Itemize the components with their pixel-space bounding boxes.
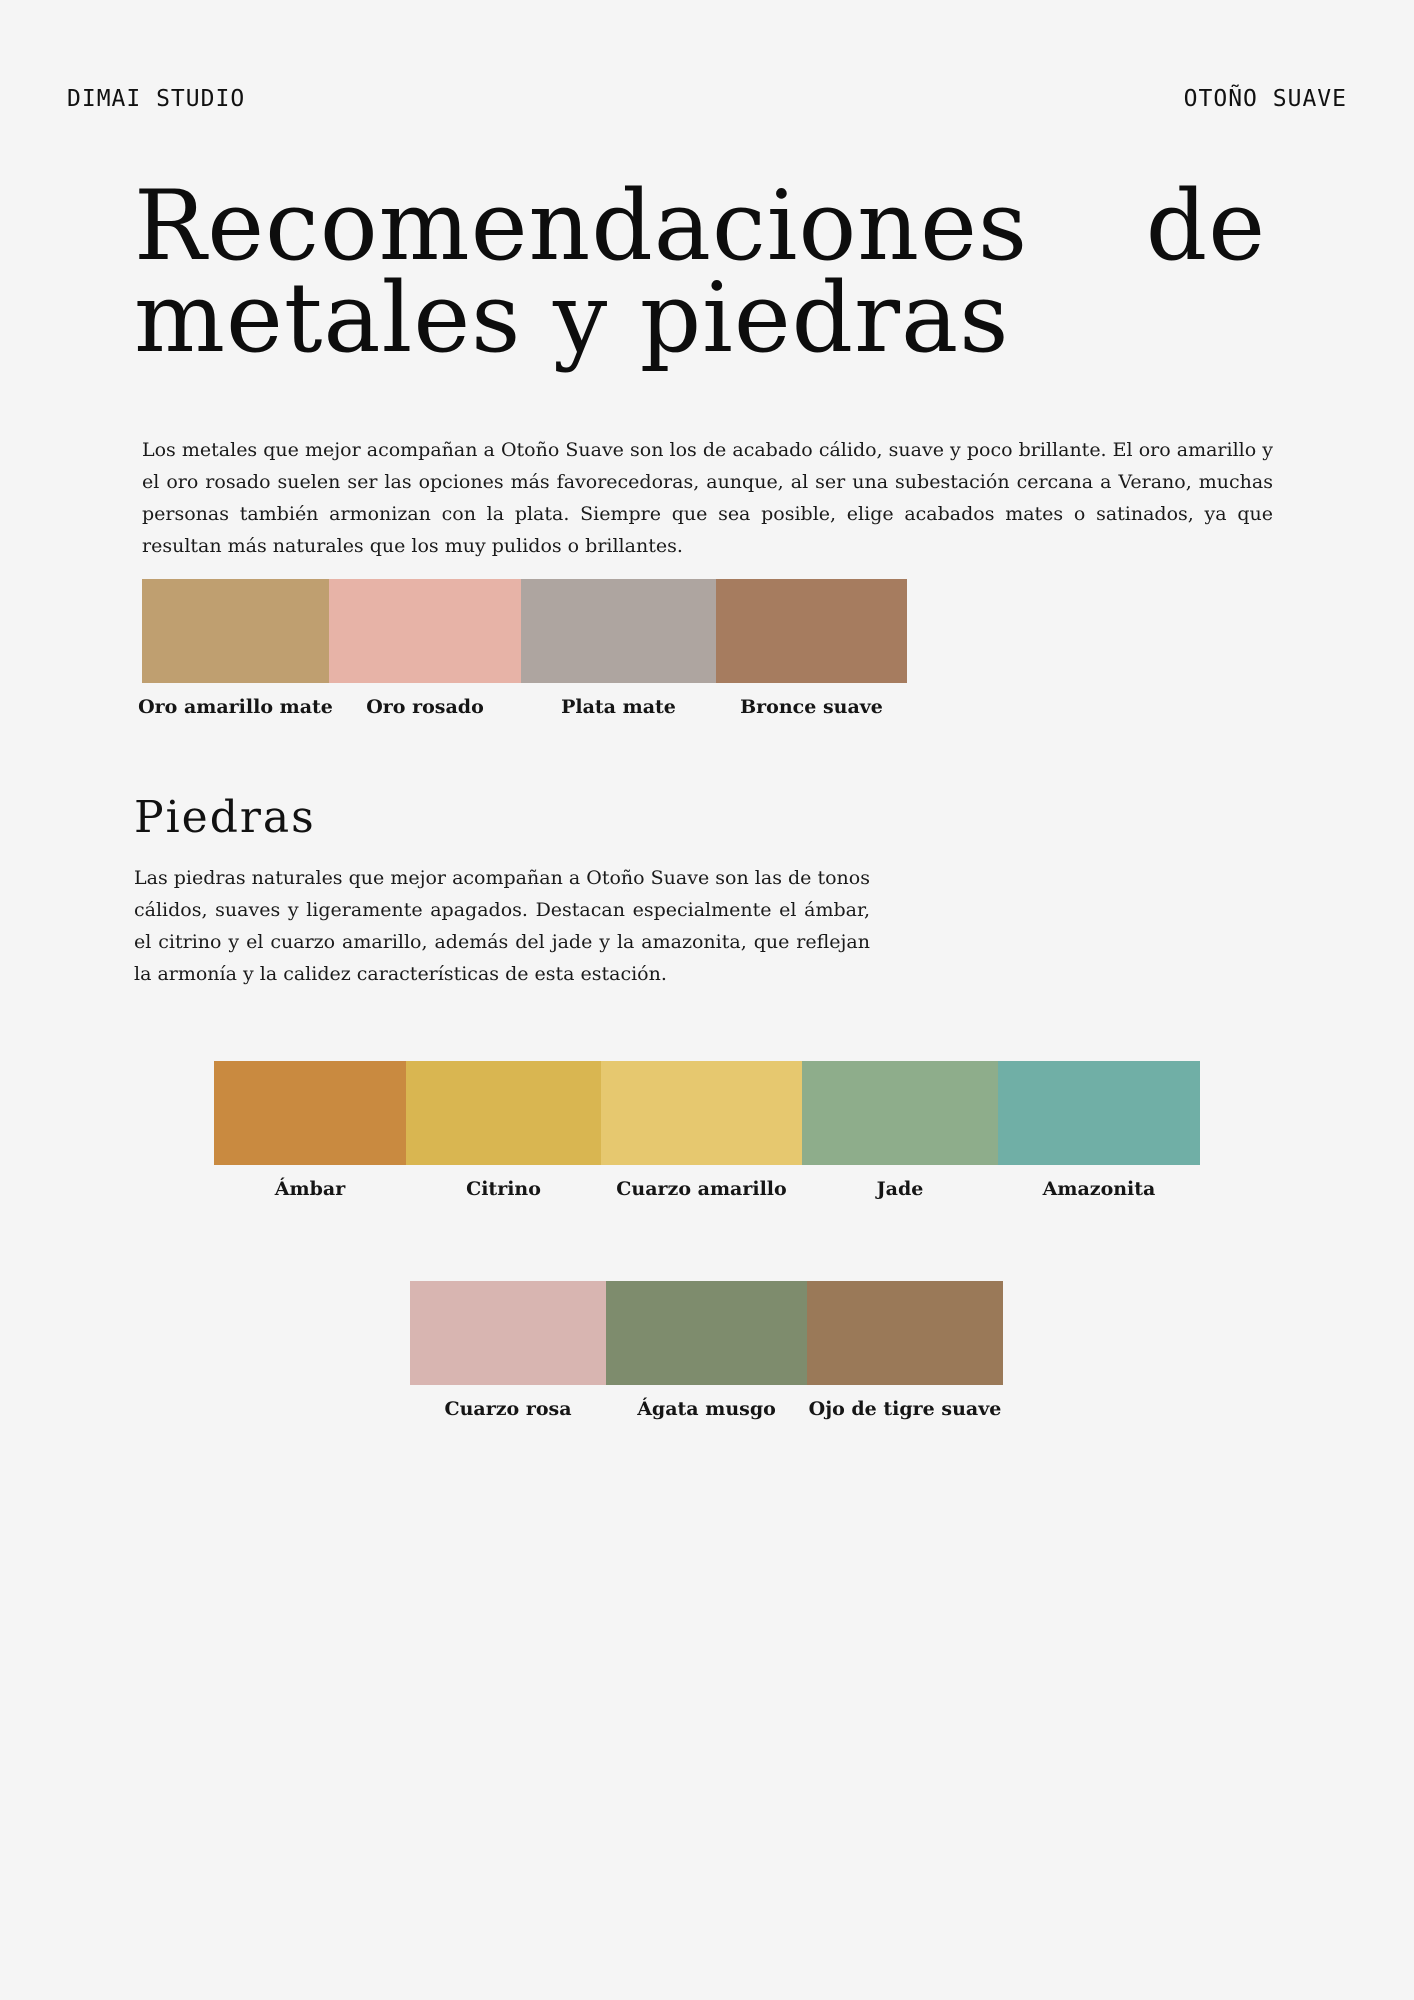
color-block xyxy=(214,1061,406,1165)
color-block xyxy=(998,1061,1200,1165)
swatch-label: Amazonita xyxy=(1042,1178,1156,1200)
swatch-label: Ojo de tigre suave xyxy=(808,1398,1002,1420)
swatch-amazonita xyxy=(998,1061,1200,1201)
section-heading-piedras: Piedras xyxy=(134,792,316,843)
color-block xyxy=(406,1061,601,1165)
swatch-label: Bronce suave xyxy=(740,696,883,718)
swatch-oro-rosado xyxy=(329,579,521,719)
swatch-citrino xyxy=(406,1061,601,1201)
color-block xyxy=(807,1281,1003,1385)
color-block xyxy=(142,579,329,683)
season-name: OTOÑO SUAVE xyxy=(1183,86,1347,112)
brand-name: DIMAI STUDIO xyxy=(67,86,246,112)
swatch-ambar xyxy=(214,1061,406,1201)
color-block xyxy=(329,579,521,683)
swatch-label: Citrino xyxy=(466,1178,541,1200)
swatch-label: Cuarzo rosa xyxy=(444,1398,572,1420)
swatch-label: Oro amarillo mate xyxy=(138,696,333,718)
swatch-ojo-de-tigre-suave xyxy=(807,1281,1003,1421)
title-line-1 xyxy=(134,170,1266,282)
color-block xyxy=(521,579,716,683)
metals-swatch-row xyxy=(138,579,907,719)
title-word-de: de xyxy=(1145,170,1266,282)
stones-swatch-row-2 xyxy=(410,1281,1003,1421)
swatch-plata-mate xyxy=(521,579,716,719)
swatch-bronce-suave xyxy=(716,579,907,719)
swatch-cuarzo-amarillo xyxy=(601,1061,802,1201)
stones-description: Las piedras naturales que mejor acompañan a Otoño Suave son las de tonos cálidos, suaves y ligeramente apagados. Destacan especialmente el ámbar, el citrino y el cuarzo amarillo, además del jade y la amazonita, que reflejan la armonía y la calidez características de esta estación. xyxy=(134,867,870,985)
color-block xyxy=(601,1061,802,1165)
swatch-label: Ágata musgo xyxy=(637,1398,776,1420)
swatch-oro-amarillo-mate xyxy=(138,579,333,719)
swatch-label: Ámbar xyxy=(274,1178,346,1200)
swatch-label: Plata mate xyxy=(561,696,676,718)
title-line-2: metales y piedras xyxy=(134,262,1010,374)
swatch-cuarzo-rosa xyxy=(410,1281,606,1421)
swatch-jade xyxy=(802,1061,998,1201)
title-word-recomendaciones: Recomendaciones xyxy=(134,170,1029,282)
page-title xyxy=(134,170,1266,374)
stones-swatch-row-1 xyxy=(214,1061,1200,1201)
color-block xyxy=(606,1281,807,1385)
swatch-agata-musgo xyxy=(606,1281,807,1421)
swatch-label: Cuarzo amarillo xyxy=(616,1178,787,1200)
metals-description: Los metales que mejor acompañan a Otoño Suave son los de acabado cálido, suave y poco brillante. El oro amarillo y el oro rosado suelen ser las opciones más favorecedoras, aunque, al ser una subestación cercana a Verano, muchas personas también armonizan con la plata. Siempre que sea posible, elige acabados mates o satinados, ya que resultan más naturales que los muy pulidos o brillantes. xyxy=(142,439,1273,557)
swatch-label: Jade xyxy=(876,1178,924,1200)
swatch-label: Oro rosado xyxy=(366,696,484,718)
color-block xyxy=(802,1061,998,1165)
color-block xyxy=(410,1281,606,1385)
color-block xyxy=(716,579,907,683)
